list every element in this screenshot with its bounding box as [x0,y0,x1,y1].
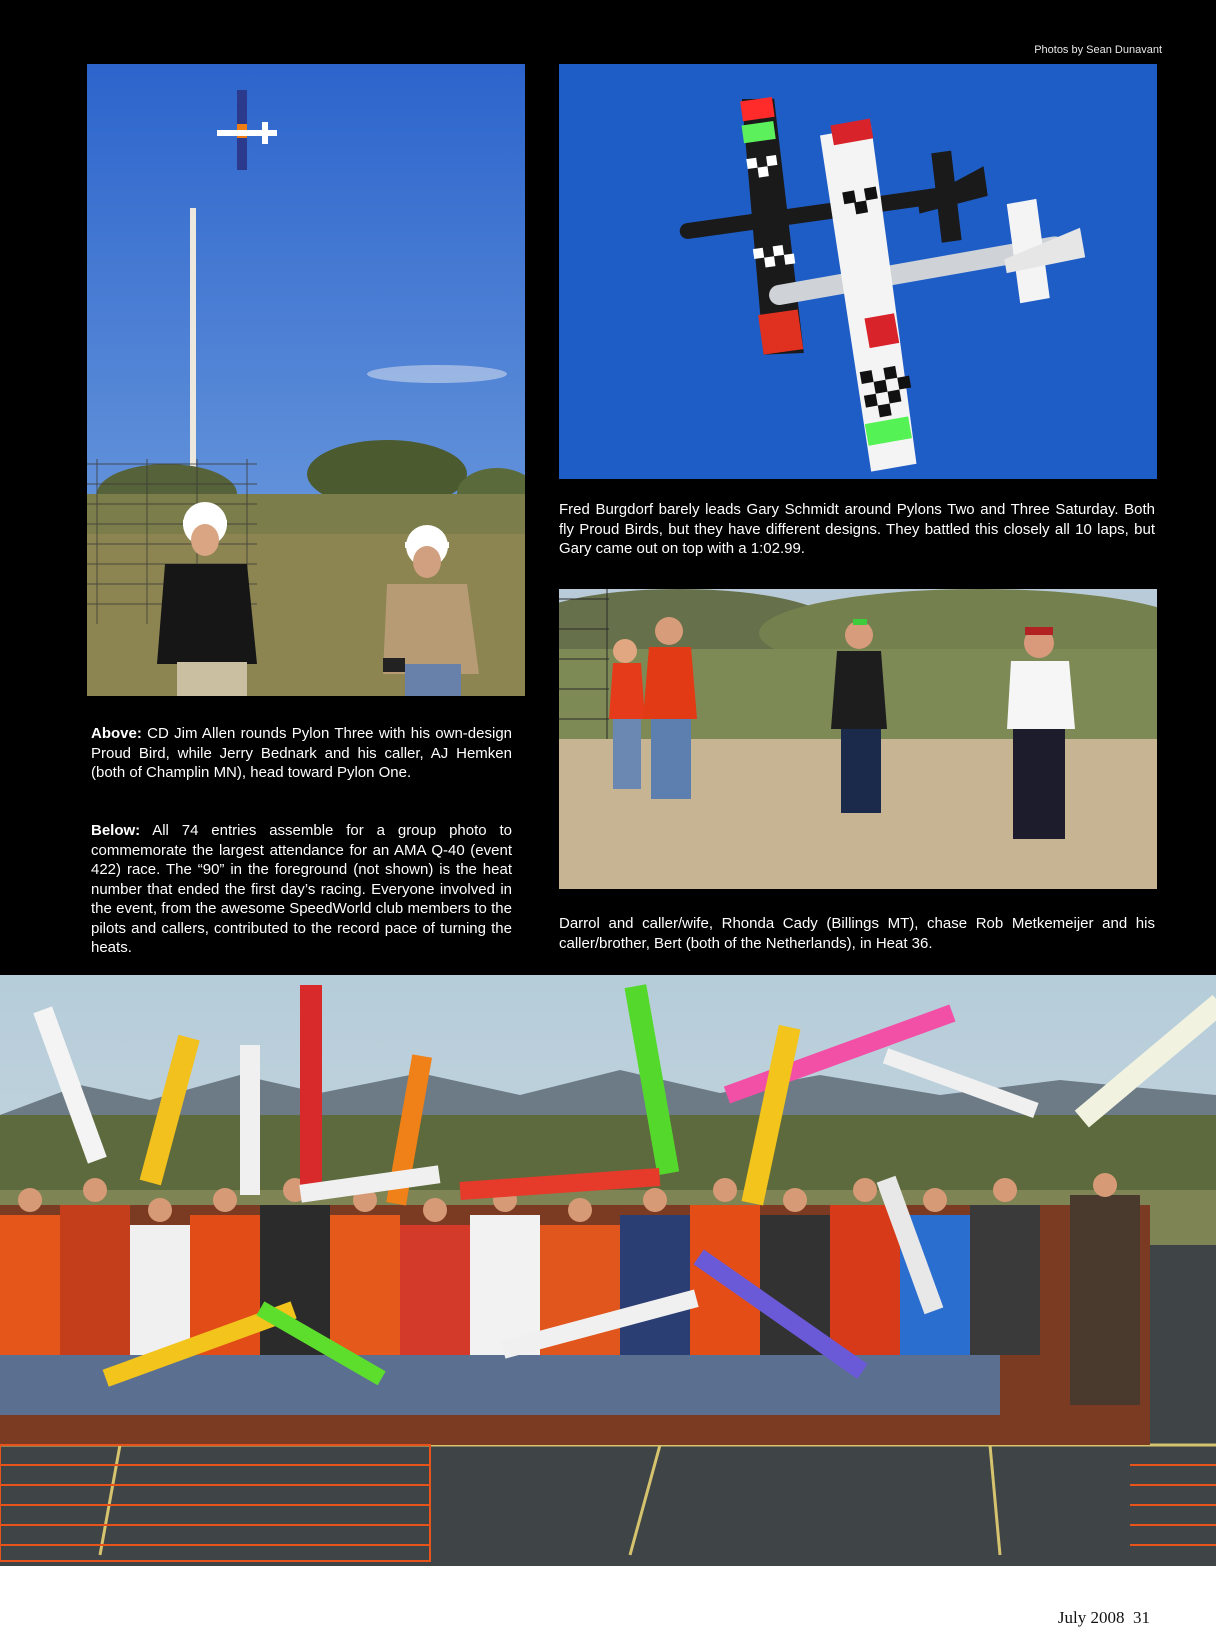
caption-above [91,724,512,783]
photo-credit: Photos by Sean Dunavant [1034,44,1162,56]
caption-below-lead: Below: [91,822,141,839]
caption-top-right: Fred Burgdorf barely leads Gary Schmidt around Pylons Two and Three Saturday. Both fly Proud Birds, but they have different designs. They battled this closely all 10 laps, but Gary came out on top with a 1:02.99. [559,501,1155,557]
caption-below [91,821,512,958]
photo-proud-birds-racing [559,64,1157,479]
photo-pylon-three-pilots [87,64,525,696]
caption-middle-right: Darrol and caller/wife, Rhonda Cady (Billings MT), chase Rob Metkemeijer and his caller/brother, Bert (both of the Netherlands), in Heat 36. [559,915,1155,952]
photo-heat-36-pilots [559,589,1157,889]
caption-above-text: CD Jim Allen rounds Pylon Three with his own-design Proud Bird, while Jerry Bednark and his caller, AJ Hemken (both of Champlin MN), head toward Pylon One. [91,725,512,781]
page-folio [1058,1608,1150,1628]
caption-below-text: All 74 entries assemble for a group photo to commemorate the largest attendance for an AMA Q-40 (event 422) race. The “90” in the foreground (not shown) is the heat number that ended the first day’s racing. Everyone involved in the event, from the awesome SpeedWorld club members to the pilots and callers, contributed to the record pace of turning the heats. [91,822,512,956]
folio-page-number: 31 [1133,1608,1150,1627]
caption-above-lead: Above: [91,725,142,742]
folio-issue: July 2008 [1057,1608,1125,1627]
photo-group-74-entries [0,975,1216,1566]
